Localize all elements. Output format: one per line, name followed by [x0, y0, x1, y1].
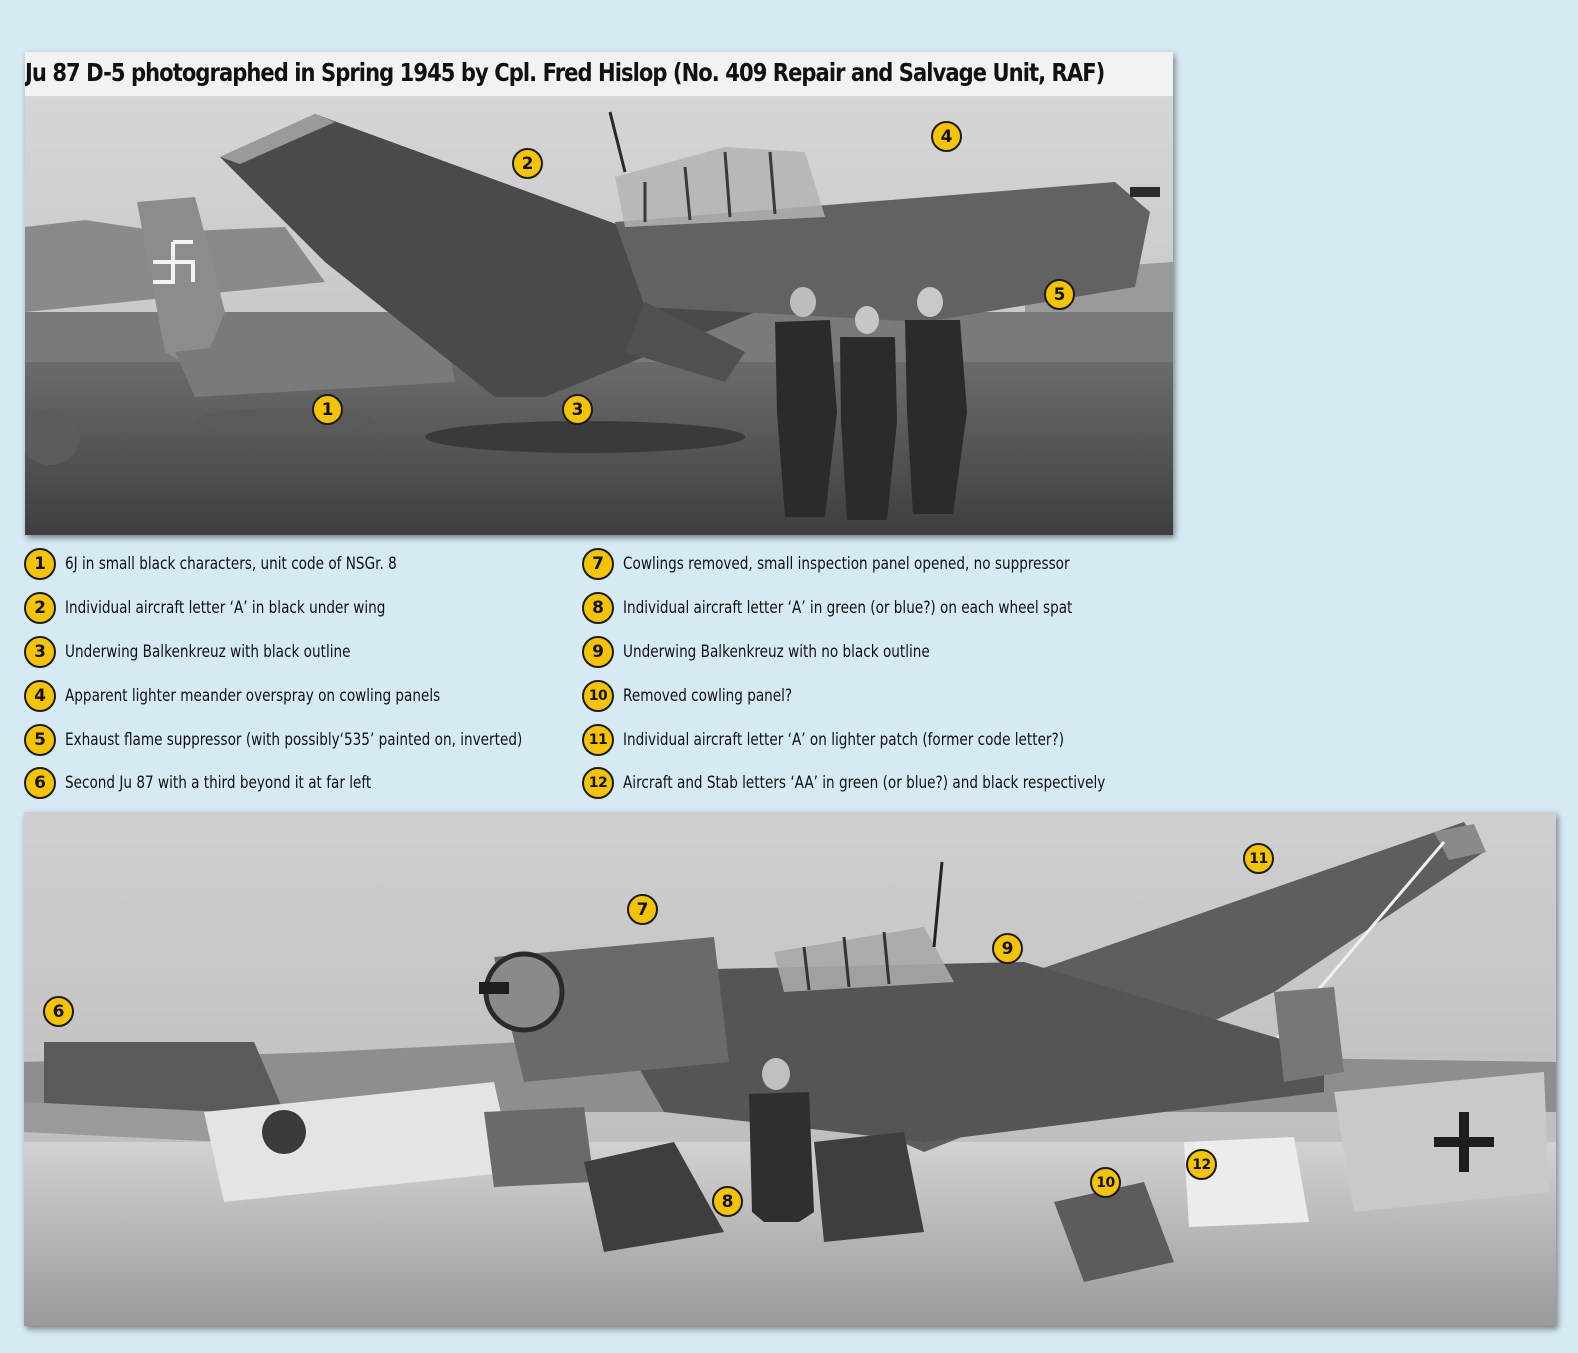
legend-item-9 — [582, 635, 1006, 669]
legend-marker-8: 8 — [582, 592, 614, 624]
legend-text-8: Individual aircraft letter ‘A’ in green (or blue?) on each wheel spat — [623, 598, 1073, 618]
legend-text-12: Aircraft and Stab letters ‘AA’ in green (or blue?) and black respectively — [623, 773, 1106, 793]
legend-text-9: Underwing Balkenkreuz with no black outline — [623, 642, 930, 662]
legend-marker-9: 9 — [582, 636, 614, 668]
legend-marker-11: 11 — [582, 724, 614, 756]
legend-text-2: Individual aircraft letter ‘A’ in black under wing — [65, 598, 386, 618]
legend-marker-2: 2 — [24, 592, 56, 624]
legend-text-7: Cowlings removed, small inspection panel opened, no suppressor — [623, 554, 1070, 574]
photo-marker-1: 1 — [312, 394, 343, 425]
legend-item-5 — [24, 723, 637, 757]
legend-marker-3: 3 — [24, 636, 56, 668]
title-strip — [25, 52, 1173, 96]
legend-text-10: Removed cowling panel? — [623, 686, 793, 706]
legend-marker-4: 4 — [24, 680, 56, 712]
legend-marker-5: 5 — [24, 724, 56, 756]
photo-marker-8: 8 — [712, 1186, 743, 1217]
legend-marker-1: 1 — [24, 548, 56, 580]
legend-item-12 — [582, 766, 1226, 800]
photo-marker-12: 12 — [1186, 1149, 1217, 1180]
legend-text-3: Underwing Balkenkreuz with black outline — [65, 642, 351, 662]
photo-marker-7: 7 — [627, 894, 658, 925]
photo-marker-2: 2 — [512, 148, 543, 179]
photo-marker-10: 10 — [1090, 1167, 1121, 1198]
legend-text-6: Second Ju 87 with a third beyond it at far left — [65, 773, 372, 793]
legend-marker-10: 10 — [582, 680, 614, 712]
legend-marker-6: 6 — [24, 767, 56, 799]
photo-marker-5: 5 — [1044, 279, 1075, 310]
photo-marker-11: 11 — [1243, 843, 1274, 874]
legend-item-4 — [24, 679, 534, 713]
legend-item-1 — [24, 547, 480, 581]
legend-marker-7: 7 — [582, 548, 614, 580]
photo-top-ju87-with-crew — [25, 52, 1173, 535]
legend-item-7 — [582, 547, 1181, 581]
legend-item-8 — [582, 591, 1185, 625]
page-title: Ju 87 D-5 photographed in Spring 1945 by Cpl. Fred Hislop (No. 409 Repair and Salvage Unit, RAF) — [25, 58, 1105, 87]
photo-marker-6: 6 — [43, 996, 74, 1027]
photo-marker-3: 3 — [562, 394, 593, 425]
legend-marker-12: 12 — [582, 767, 614, 799]
photo-bottom-ju87-dismantled — [24, 812, 1556, 1326]
legend-item-3 — [24, 635, 422, 669]
legend-item-2 — [24, 591, 465, 625]
photo-marker-4: 4 — [931, 121, 962, 152]
legend-item-10 — [582, 679, 834, 713]
legend-text-1: 6J in small black characters, unit code of NSGr. 8 — [65, 554, 397, 574]
photo-marker-9: 9 — [992, 933, 1023, 964]
photo-top-image — [25, 52, 1173, 535]
legend-text-5: Exhaust flame suppressor (with possibly‘535’ painted on, inverted) — [65, 730, 523, 750]
legend-item-6 — [24, 766, 448, 800]
legend-text-4: Apparent lighter meander overspray on cowling panels — [65, 686, 441, 706]
legend-text-11: Individual aircraft letter ‘A’ on lighter patch (former code letter?) — [623, 730, 1065, 750]
legend-item-11 — [582, 723, 1174, 757]
photo-bottom-image — [24, 812, 1556, 1326]
